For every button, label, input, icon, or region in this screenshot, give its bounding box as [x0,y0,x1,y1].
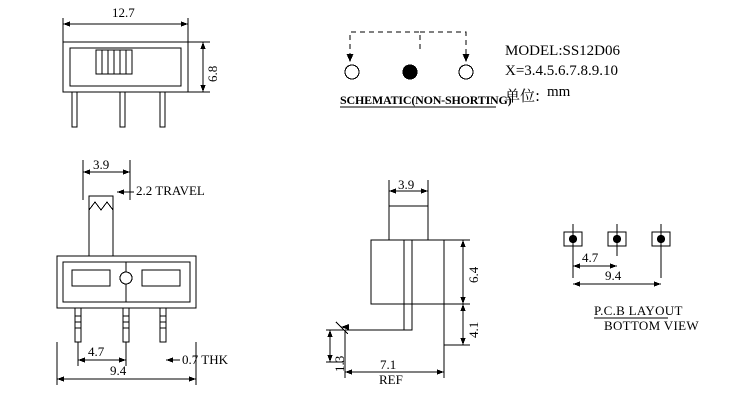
pcb-dim-pad-pitch: 4.7 [582,250,599,265]
pcb-layout-title: P.C.B LAYOUT [594,303,683,318]
side-view-dim-width: 12.7 [112,5,135,20]
front-view-dim-body-height: 6.4 [466,266,481,283]
model-label: MODEL:SS12D06 [505,43,621,59]
top-view-dim-travel: 2.2 TRAVEL [136,183,205,198]
front-view-dim-lead-height: 1.3 [332,355,347,372]
front-view-dim-ref: 7.1 [380,357,397,372]
top-view-dim-thickness: 0.7 THK [182,352,228,367]
units-value: mm [547,84,571,100]
top-view-dim-body-width: 9.4 [110,363,127,378]
front-view-ref-note: REF [379,372,403,387]
units-label: 单位: [505,87,541,105]
pcb-layout-subtitle: BOTTOM VIEW [604,318,699,333]
top-view-dim-actuator-width: 3.9 [93,157,110,172]
front-view-geometry [326,180,470,378]
side-view-dim-height: 6.8 [205,65,220,82]
front-view-dim-pin-length: 4.1 [466,321,481,338]
pcb-dim-pad-span: 9.4 [605,268,622,283]
variants-label: X=3.4.5.6.7.8.9.10 [505,63,619,79]
top-view-dim-pin-pitch: 4.7 [88,344,105,359]
side-view-geometry [63,18,210,127]
front-view-dim-actuator-width: 3.9 [398,177,415,192]
schematic-caption: SCHEMATIC(NON-SHORTING) [340,93,512,107]
